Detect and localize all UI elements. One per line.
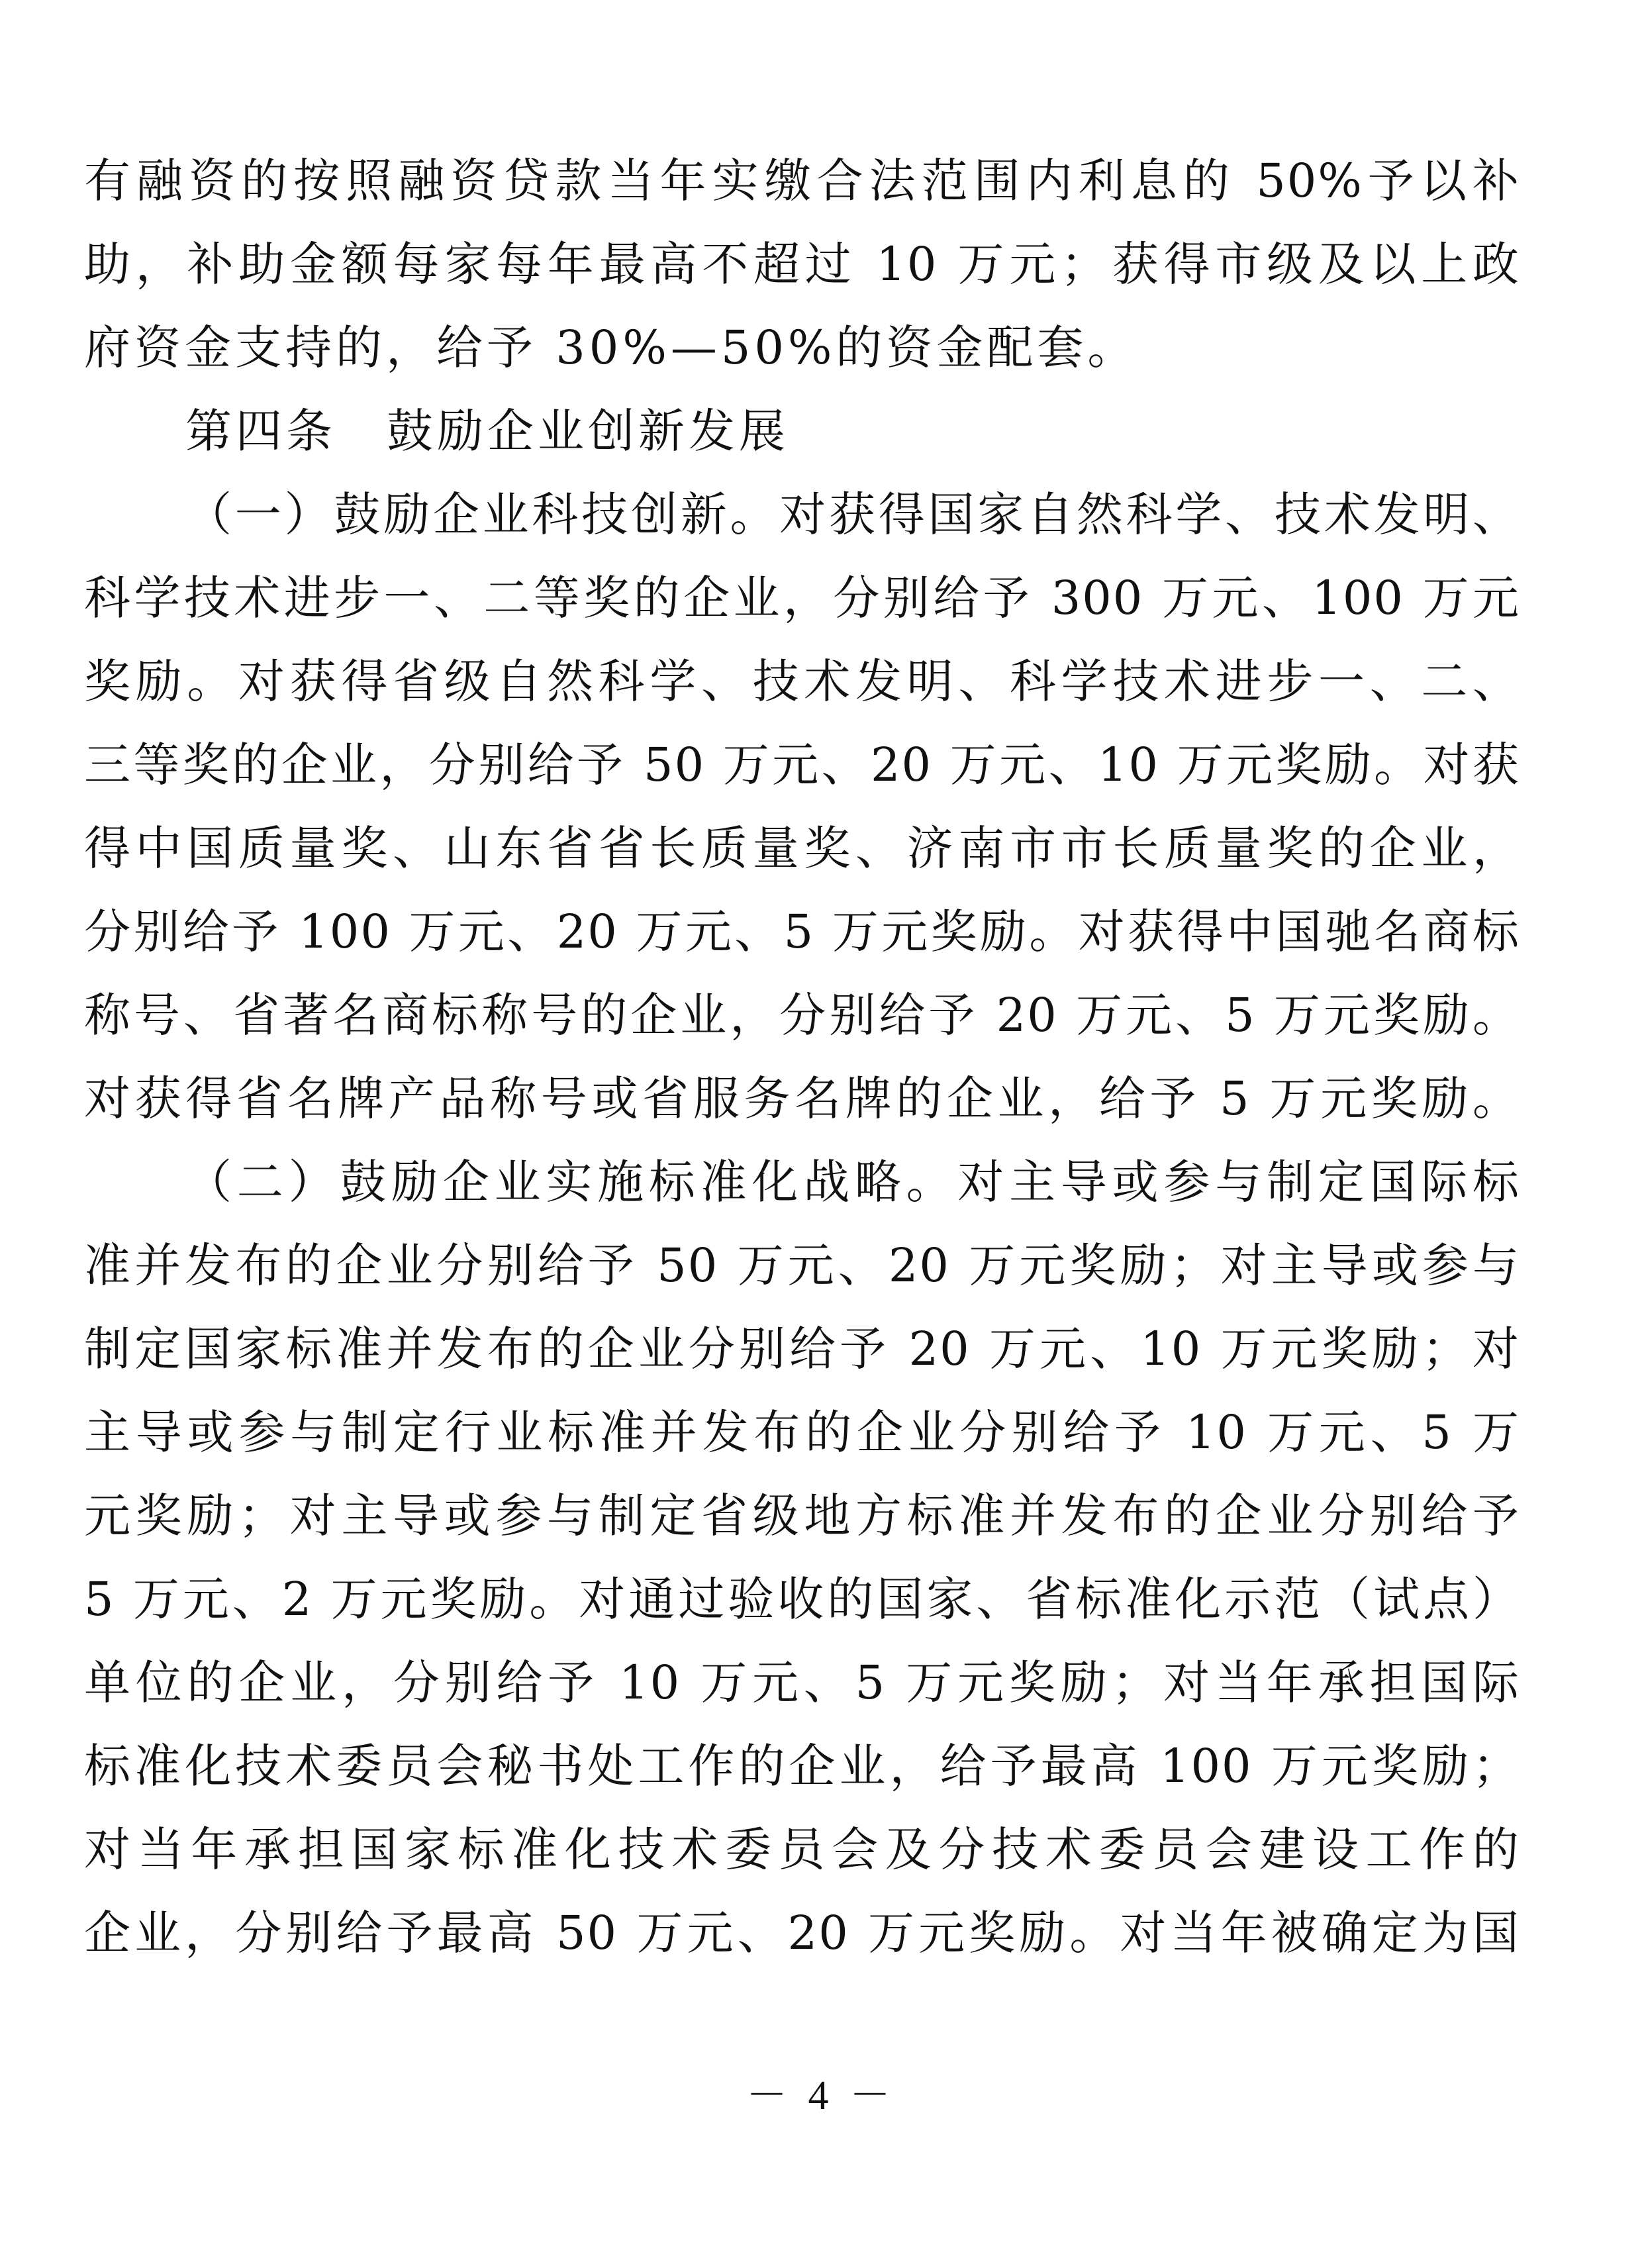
text-line: 府资金支持的，给予 30%—50%的资金配套。 — [84, 320, 1138, 375]
text-line: 5 万元、2 万元奖励。对通过验收的国家、省标准化示范（试点） — [84, 1572, 1520, 1626]
text-line: （二）鼓励企业实施标准化战略。对主导或参与制定国际标 — [185, 1155, 1520, 1209]
paragraph-tech-innovation — [84, 473, 1520, 1140]
paragraph-standardization — [84, 1140, 1520, 1975]
paragraph-continuation — [84, 139, 1520, 389]
text-line: 主导或参与制定行业标准并发布的企业分别给予 10 万元、5 万 — [84, 1405, 1520, 1459]
text-line: 助，补助金额每家每年最高不超过 10 万元；获得市级及以上政 — [84, 237, 1520, 291]
document-body — [84, 139, 1520, 1975]
text-line: 标准化技术委员会秘书处工作的企业，给予最高 100 万元奖励； — [84, 1739, 1520, 1793]
text-line: （一）鼓励企业科技创新。对获得国家自然科学、技术发明、 — [185, 487, 1520, 542]
text-line: 有融资的按照融资贷款当年实缴合法范围内利息的 50%予以补 — [84, 154, 1520, 208]
text-line: 单位的企业，分别给予 10 万元、5 万元奖励；对当年承担国际 — [84, 1655, 1520, 1710]
text-line: 科学技术进步一、二等奖的企业，分别给予 300 万元、100 万元 — [84, 571, 1520, 625]
article-heading-text: 第四条 鼓励企业创新发展 — [185, 404, 789, 458]
article-heading — [84, 389, 1520, 473]
text-line: 制定国家标准并发布的企业分别给予 20 万元、10 万元奖励；对 — [84, 1322, 1520, 1376]
text-line: 对获得省名牌产品称号或省服务名牌的企业，给予 5 万元奖励。 — [84, 1071, 1520, 1126]
text-line: 企业，分别给予最高 50 万元、20 万元奖励。对当年被确定为国 — [84, 1906, 1520, 1960]
text-line: 奖励。对获得省级自然科学、技术发明、科学技术进步一、二、 — [84, 654, 1520, 709]
text-line: 三等奖的企业，分别给予 50 万元、20 万元、10 万元奖励。对获 — [84, 738, 1520, 792]
text-line: 得中国质量奖、山东省省长质量奖、济南市市长质量奖的企业， — [84, 821, 1520, 875]
text-line: 准并发布的企业分别给予 50 万元、20 万元奖励；对主导或参与 — [84, 1238, 1520, 1293]
text-line: 对当年承担国家标准化技术委员会及分技术委员会建设工作的 — [84, 1822, 1520, 1877]
text-line: 分别给予 100 万元、20 万元、5 万元奖励。对获得中国驰名商标 — [84, 905, 1520, 959]
text-line: 元奖励；对主导或参与制定省级地方标准并发布的企业分别给予 — [84, 1489, 1520, 1543]
page-number: － 4 － — [746, 2073, 896, 2118]
text-line: 称号、省著名商标称号的企业，分别给予 20 万元、5 万元奖励。 — [84, 988, 1520, 1042]
